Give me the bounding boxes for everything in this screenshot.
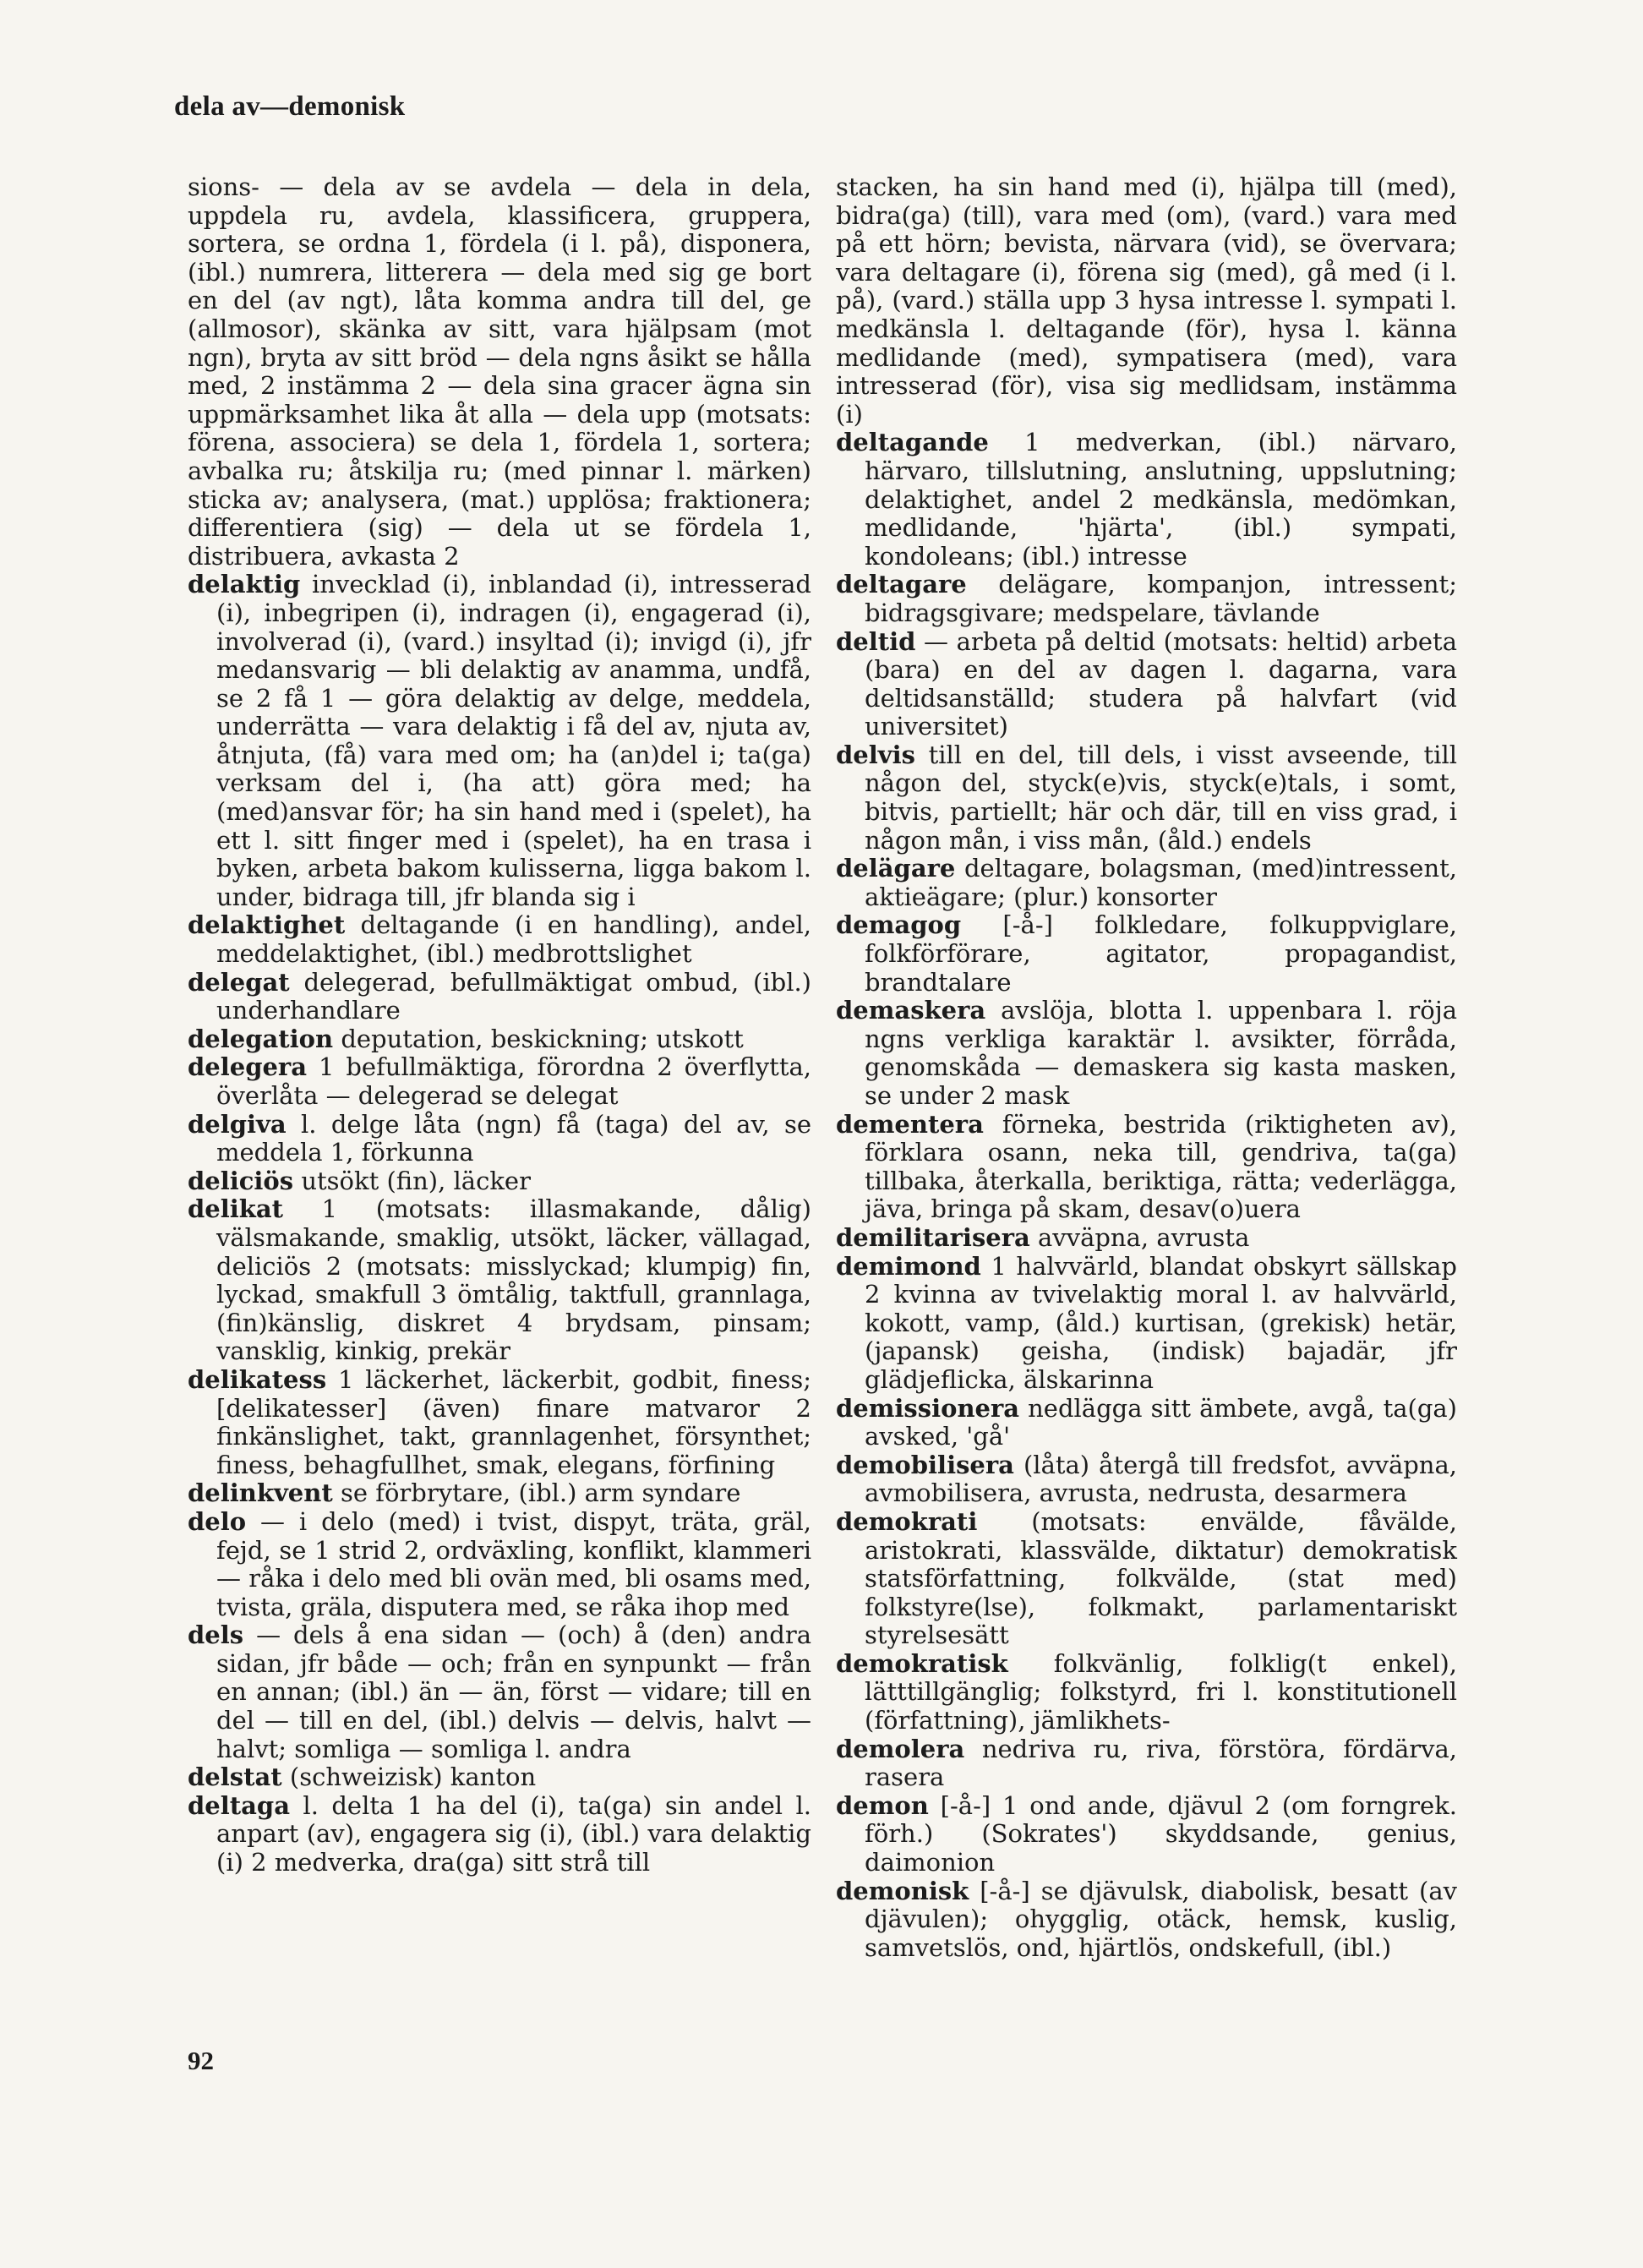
headword: delägare xyxy=(836,854,956,883)
dictionary-entry: dementera förneka, bestrida (riktigheten av), förklara osann, neka till, gendriva, ta(ga) tillbaka, återkalla, beriktiga, rätta; vederlägga, jäva, bringa på skam, desav(o)uera xyxy=(836,1109,1457,1224)
dictionary-entry: sions- — dela av se avdela — dela in dela, uppdela ru, avdela, klassificera, gruppera, sortera, se ordna 1, fördela (i l. på), disponera, (ibl.) numrera, litterera — dela med sig ge bort en del (av ngt), låta komma andra till del, ge (allmosor), skänka av sitt, vara hjälpsam (mot ngn), bryta av sitt bröd — dela ngns åsikt se hålla med, 2 instämma 2 — dela sina gracer ägna sin uppmärksamhet lika åt alla — dela upp (motsats: förena, associera) se dela 1, fördela 1, sortera; avbalka ru; åtskilja ru; (med pinnar l. märken) sticka av; analysera, (mat.) upplösa; fraktionera; differentiera (sig) — dela ut se fördela 1, distribuera, avkasta 2 xyxy=(188,172,811,571)
dictionary-entry: delaktig invecklad (i), inblandad (i), intresserad (i), inbegripen (i), indragen (i), engagerad (i), involverad (i), (vard.) insyltad (i); invigd (i), jfr medansvarig — bli delaktig av anamma, undfå, se 2 få 1 — göra delaktig av delge, meddela, underrätta — vara delaktig i få del av, njuta av, åtnjuta, (få) vara med om; ha (an)del i; ta(ga) verksam del i, (ha att) göra med; ha (med)ansvar för; ha sin hand med i (spelet), ha ett l. sitt finger med i (spelet), ha en trasa i byken, arbeta bakom kulisserna, ligga bakom l. under, bidraga till, jfr blanda sig i xyxy=(188,570,811,911)
headword: delegera xyxy=(188,1052,307,1082)
dictionary-entry: delikatess 1 läckerhet, läckerbit, godbit, finess; [delikatesser] (även) finare matvaror 2 finkänslighet, takt, grannlagenhet, försynthet; finess, behagfullhet, smak, elegans, förfining xyxy=(188,1364,811,1479)
headword: demonisk xyxy=(836,1876,969,1905)
dictionary-entry: delegera 1 befullmäktiga, förordna 2 överflytta, överlåta — delegerad se delegat xyxy=(188,1052,811,1110)
dictionary-entry: demokratisk folkvänlig, folklig(t enkel), lätttillgänglig; folkstyrd, fri l. konstitutionell (författning), jämlikhets- xyxy=(836,1648,1457,1735)
headword: deltaga xyxy=(188,1790,290,1820)
running-head: dela av—demonisk xyxy=(174,91,406,122)
dictionary-entry: deltaga l. delta 1 ha del (i), ta(ga) sin andel l. anpart (av), engagera sig (i), (ibl.) vara delaktig (i) 2 medverka, dra(ga) sitt strå till xyxy=(188,1790,811,1877)
headword: delo xyxy=(188,1506,247,1536)
headword: demissionera xyxy=(836,1393,1020,1423)
dictionary-entry: demissionera nedlägga sitt ämbete, avgå, ta(ga) avsked, 'gå' xyxy=(836,1393,1457,1451)
headword: demokratisk xyxy=(836,1648,1008,1678)
headword: deltid xyxy=(836,626,916,656)
headword: demolera xyxy=(836,1734,965,1763)
dictionary-entry: demolera nedriva ru, riva, förstöra, fördärva, rasera xyxy=(836,1734,1457,1792)
dictionary-entry: delägare deltagare, bolagsman, (med)intressent, aktieägare; (plur.) konsorter xyxy=(836,854,1457,911)
dictionary-entry: deliciös utsökt (fin), läcker xyxy=(188,1166,531,1195)
dictionary-entry: delaktighet deltagande (i en handling), andel, meddelaktighet, (ibl.) medbrottslighet xyxy=(188,910,811,969)
headword: delgiva xyxy=(188,1109,287,1139)
headword: demaskera xyxy=(836,996,986,1025)
headword: demobilisera xyxy=(836,1450,1014,1479)
dictionary-entry: delo — i delo (med) i tvist, dispyt, träta, gräl, fejd, se 1 strid 2, ordväxling, konflikt, klammeri — råka i delo med bli ovän med, bli osams med, tvista, gräla, disputera med, se råka ihop med xyxy=(188,1506,811,1621)
headword: delvis xyxy=(836,740,915,769)
headword: delaktig xyxy=(188,570,301,599)
headword: demilitarisera xyxy=(836,1222,1030,1252)
page-number: 92 xyxy=(188,2046,214,2075)
dictionary-entry: demimond 1 halvvärld, blandat obskyrt sällskap 2 kvinna av tvivelaktig moral l. av halvvärld, kokott, vamp, (åld.) kurtisan, (grekisk) hetär, (japansk) geisha, (indisk) bajadär, jfr glädjeflicka, älskarinna xyxy=(836,1251,1457,1394)
dictionary-entry: demon [-å-] 1 ond ande, djävul 2 (om forngrek. förh.) (Sokrates') skyddsande, genius, daimonion xyxy=(836,1790,1457,1877)
dictionary-entry: demilitarisera avväpna, avrusta xyxy=(836,1222,1250,1252)
headword: demagog xyxy=(836,910,962,940)
dictionary-entry: delgiva l. delge låta (ngn) få (taga) del av, se meddela 1, förkunna xyxy=(188,1109,811,1167)
headword: dementera xyxy=(836,1109,984,1139)
dictionary-entry: stacken, ha sin hand med (i), hjälpa till (med), bidra(ga) (till), vara med (om), (vard.) vara med på ett hörn; bevista, närvara (vid), se övervara; vara deltagare (i), förena sig (med), gå med (i l. på), (vard.) ställa upp 3 hysa intresse l. sympati l. medkänsla l. deltagande (för), hysa l. känna medlidande (med), sympatisera (med), vara intresserad (för), visa sig medlidsam, instämma (i) xyxy=(836,172,1457,429)
headword: demon xyxy=(836,1790,929,1820)
dictionary-entry: delvis till en del, till dels, i visst avseende, till någon del, styck(e)vis, styck(e)tals, i somt, bitvis, partiellt; här och där, till en viss grad, i någon mån, i viss mån, (åld.) endels xyxy=(836,740,1457,855)
dictionary-entry: deltagande 1 medverkan, (ibl.) närvaro, härvaro, tillslutning, anslutning, uppslutning; delaktighet, andel 2 medkänsla, medömkan, medlidande, 'hjärta', (ibl.) sympati, kondoleans; (ibl.) intresse xyxy=(836,428,1457,571)
headword: demimond xyxy=(836,1251,981,1281)
dictionary-entry: demonisk [-å-] se djävulsk, diabolisk, besatt (av djävulen); ohygglig, otäck, hemsk, kuslig, samvetslös, ond, hjärtlös, ondskefull, (ibl.) xyxy=(836,1876,1457,1962)
dictionary-entry: delstat (schweizisk) kanton xyxy=(188,1762,537,1792)
headword: deltagare xyxy=(836,570,967,599)
headword: delaktighet xyxy=(188,910,346,940)
dictionary-entry: deltid — arbeta på deltid (motsats: heltid) arbeta (bara) en del av dagen l. dagarna, vara deltidsanställd; studera på halvfart (vid universitet) xyxy=(836,626,1457,741)
dictionary-entry: delegat delegerad, befullmäktigat ombud, (ibl.) underhandlare xyxy=(188,967,811,1025)
right-column xyxy=(836,173,1457,1962)
headword: delinkvent xyxy=(188,1478,333,1508)
dictionary-entry: delegation deputation, beskickning; utskott xyxy=(188,1024,744,1053)
dictionary-entry: demokrati (motsats: envälde, fåvälde, aristokrati, klassvälde, diktatur) demokratisk statsförfattning, folkvälde, (stat med) folkstyre(lse), folkmakt, parlamentariskt styrelsesätt xyxy=(836,1506,1457,1650)
left-column xyxy=(188,173,811,1877)
headword: dels xyxy=(188,1620,244,1650)
headword: delikatess xyxy=(188,1364,327,1394)
headword: demokrati xyxy=(836,1506,978,1536)
dictionary-entry: delinkvent se förbrytare, (ibl.) arm syndare xyxy=(188,1478,741,1508)
headword: delegat xyxy=(188,967,290,997)
dictionary-entry: demaskera avslöja, blotta l. uppenbara l. röja ngns verkliga karaktär l. avsikter, förråda, genomskåda — demaskera sig kasta masken, se under 2 mask xyxy=(836,996,1457,1110)
dictionary-entry: demagog [-å-] folkledare, folkuppviglare, folkförförare, agitator, propagandist, brandtalare xyxy=(836,910,1457,997)
headword: deliciös xyxy=(188,1166,294,1195)
headword: delegation xyxy=(188,1024,334,1053)
headword: delikat xyxy=(188,1194,284,1224)
dictionary-entry: dels — dels å ena sidan — (och) å (den) andra sidan, jfr både — och; från en synpunkt — från en annan; (ibl.) än — än, först — vidare; till en del — till en del, (ibl.) delvis — delvis, halvt — halvt; somliga — somliga l. andra xyxy=(188,1620,811,1763)
dictionary-entry: demobilisera (låta) återgå till fredsfot, avväpna, avmobilisera, avrusta, nedrusta, desarmera xyxy=(836,1450,1457,1508)
dictionary-entry: delikat 1 (motsats: illasmakande, dålig) välsmakande, smaklig, utsökt, läcker, vällagad, deliciös 2 (motsats: misslyckad; klumpig) fin, lyckad, smakfull 3 ömtålig, taktfull, grannlaga, (fin)känslig, diskret 4 brydsam, pinsam; vansklig, kinkig, prekär xyxy=(188,1194,811,1366)
headword: deltagande xyxy=(836,428,989,457)
dictionary-entry: deltagare delägare, kompanjon, intressent; bidragsgivare; medspelare, tävlande xyxy=(836,570,1457,627)
headword: delstat xyxy=(188,1762,282,1792)
